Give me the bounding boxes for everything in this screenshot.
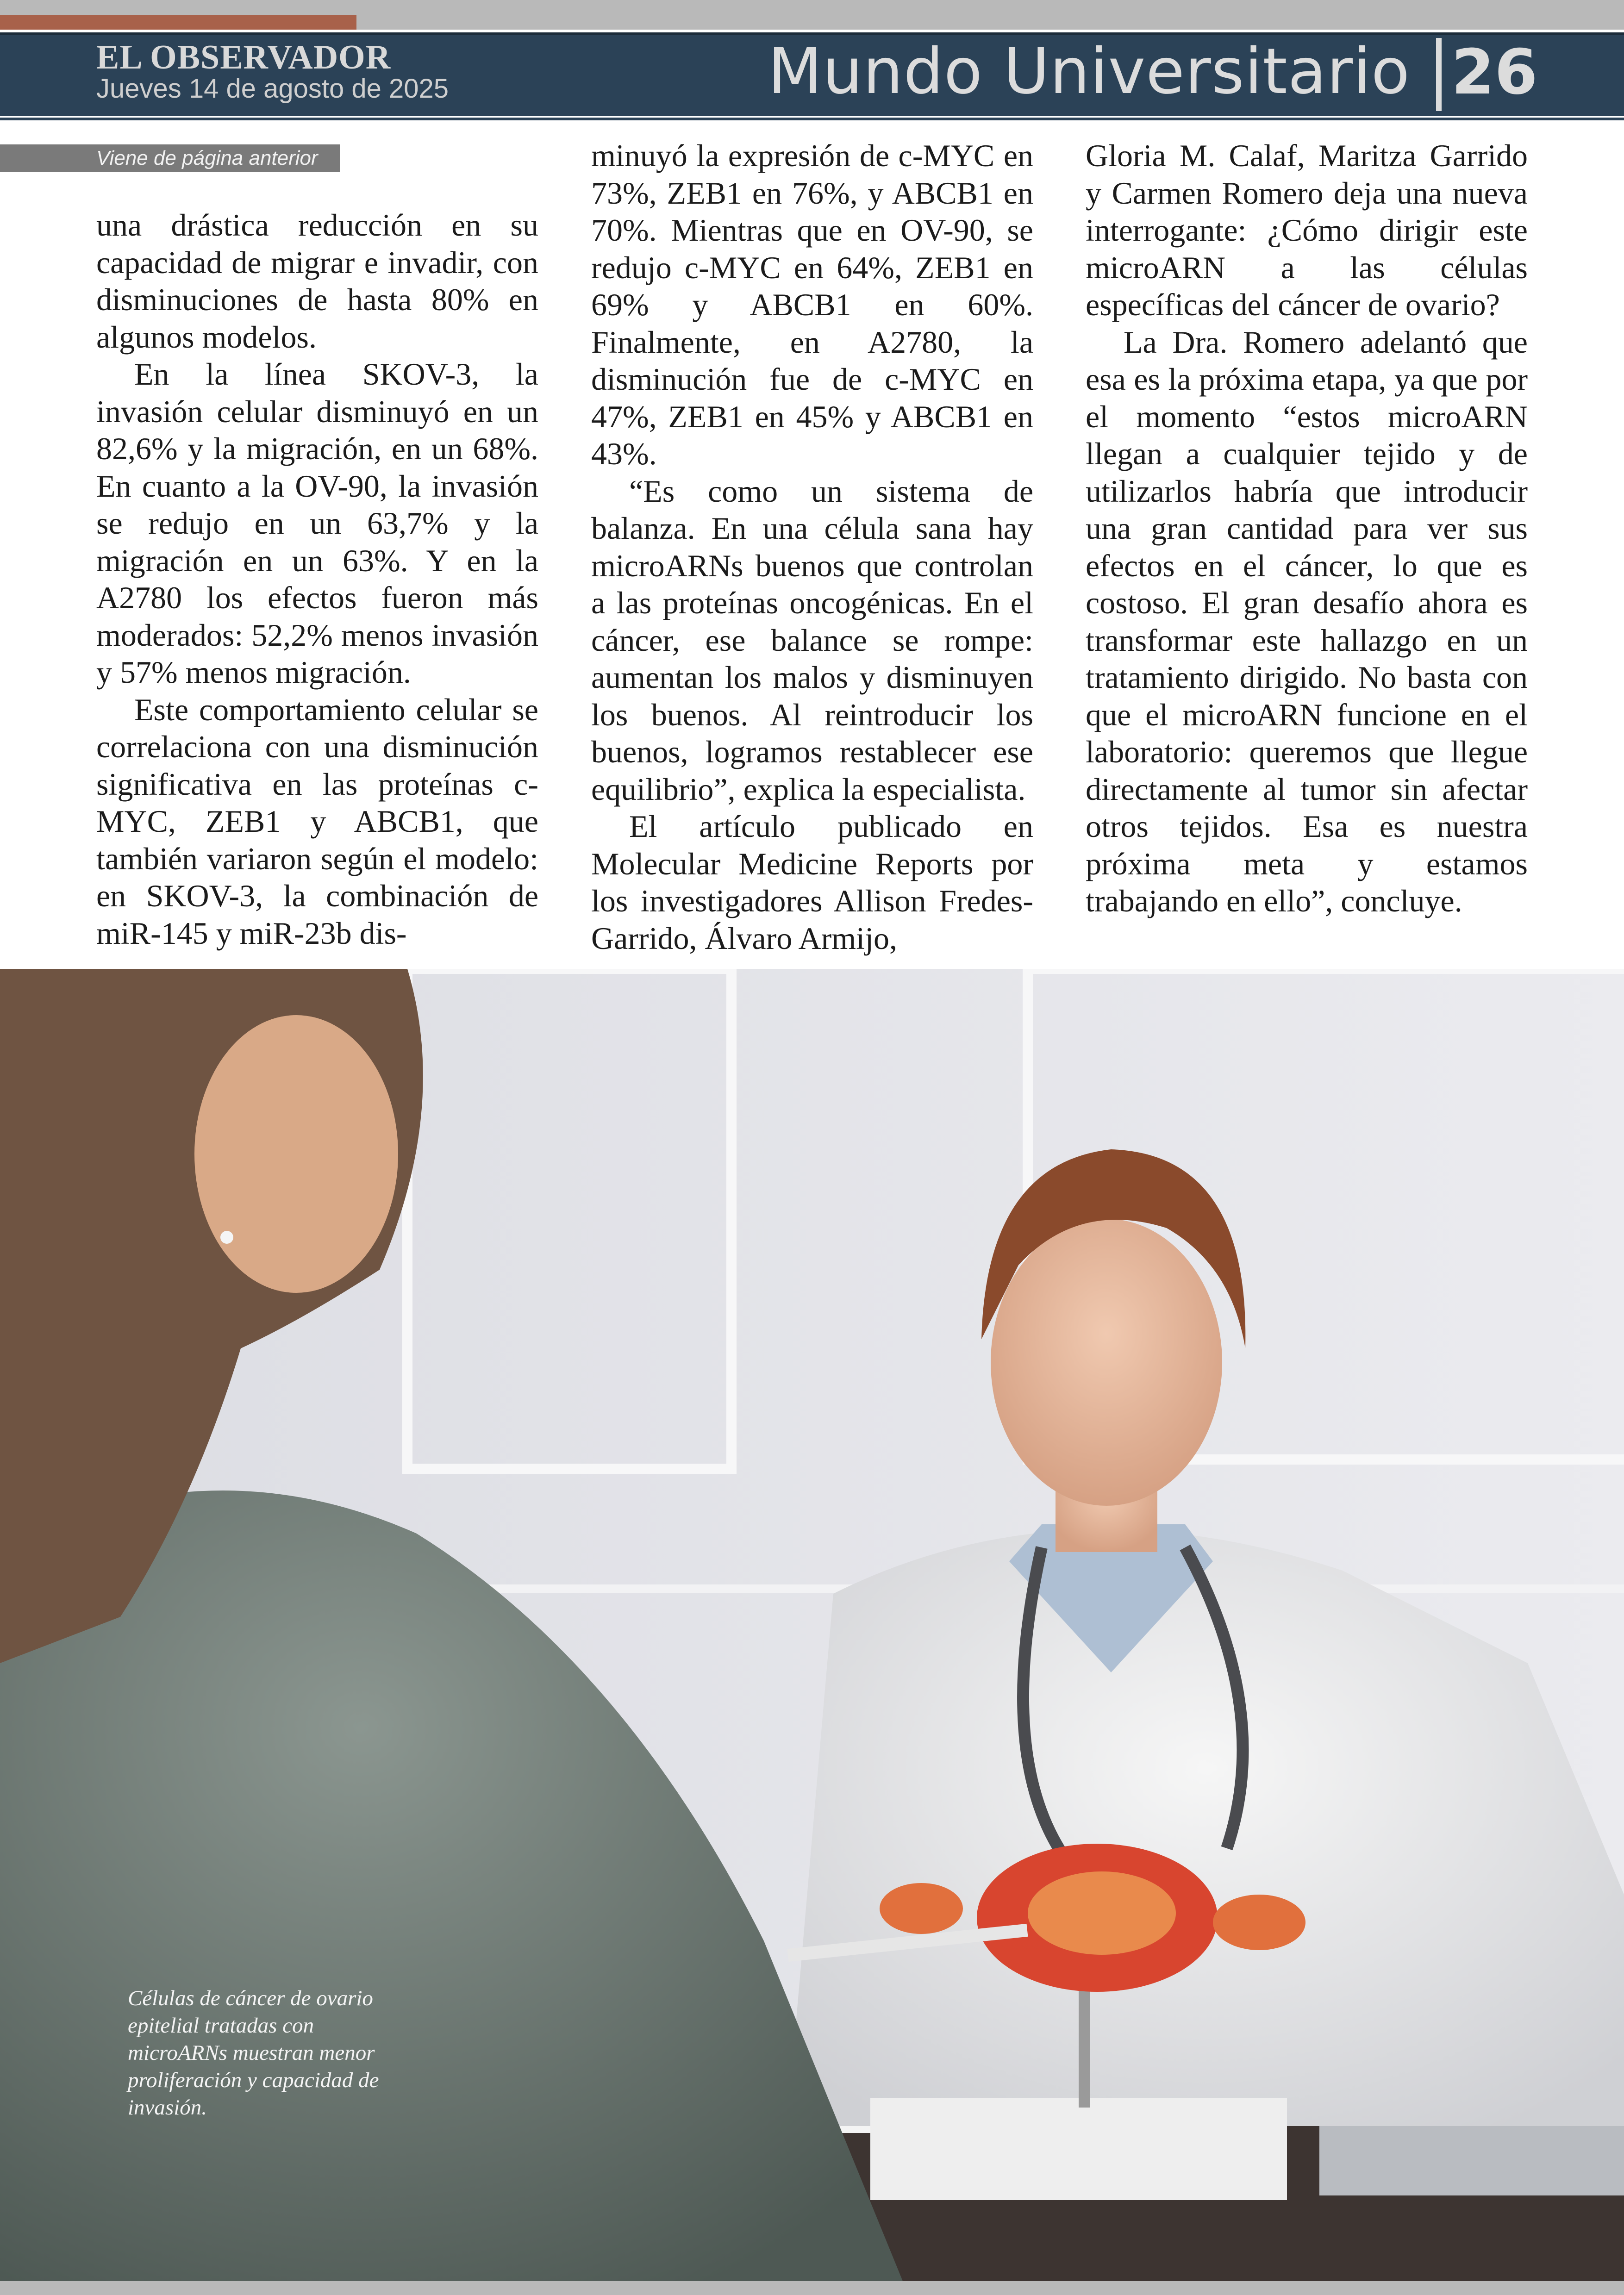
newspaper-name: EL OBSERVADOR bbox=[96, 38, 391, 76]
laptop bbox=[1319, 2117, 1624, 2195]
paragraph: minuyó la expresión de c-MYC en 73%, ZEB1 en 76%, y ABCB1 en 70%. Mientras que en OV-90, se redujo c-MYC en 64%, ZEB1 en 69% y ABCB1 en 60%. Finalmente, en A2780, la disminución fue de c-MYC en 47%, ZEB1 en 45% y ABCB1 en 43%. bbox=[591, 138, 1033, 471]
photo-caption: Células de cáncer de ovario epitelial tratadas con microARNs muestran menor proliferación y capacidad de invasión. bbox=[128, 1986, 379, 2120]
page-number: 26 bbox=[1451, 36, 1538, 108]
ovary-left bbox=[880, 1883, 963, 1934]
ovary-right bbox=[1213, 1895, 1305, 1950]
patient-earring bbox=[220, 1231, 233, 1244]
bottom-gray-bar bbox=[0, 2281, 1624, 2295]
paragraph: Este comportamiento celular se correlaciona con una disminución significativa en las proteínas c-MYC, ZEB1 y ABCB1, que también variaron según el modelo: en SKOV-3, la combinación de miR-145 y miR-23b dis- bbox=[96, 692, 538, 951]
article-column-3 bbox=[1086, 137, 1528, 920]
paragraph: El artículo publicado en Molecular Medicine Reports por los investigadores Allison Fredes-Garrido, Álvaro Armijo, bbox=[591, 809, 1033, 956]
doctor-face bbox=[991, 1219, 1222, 1506]
continued-from-label: Viene de página anterior bbox=[0, 144, 340, 172]
article-column-1 bbox=[96, 206, 538, 952]
issue-date: Jueves 14 de agosto de 2025 bbox=[96, 74, 449, 104]
paragraph: una drástica reducción en su capacidad de migrar e invadir, con disminuciones de hasta 80% en algunos modelos. bbox=[96, 207, 538, 355]
patient-face bbox=[194, 1015, 398, 1293]
top-accent-bar bbox=[0, 15, 356, 30]
section-title: Mundo Universitario bbox=[768, 35, 1410, 108]
paragraph: En la línea SKOV-3, la invasión celular disminuyó en un 82,6% y la migración, en un 68%. En cuanto a la OV-90, la invasión se redujo en un 63,7% y la migración en un 63%. Y en la A2780 los efectos fueron más moderados: 52,2% menos invasión y 57% menos migración. bbox=[96, 356, 538, 690]
paragraph: Gloria M. Calaf, Maritza Garrido y Carmen Romero deja una nueva interrogante: ¿Cómo dirigir este microARN a las células específicas del cáncer de ovario? bbox=[1086, 138, 1528, 322]
section-divider bbox=[1436, 38, 1442, 111]
article-column-2 bbox=[591, 137, 1033, 957]
model-base bbox=[870, 2098, 1287, 2200]
uterus-model-inner bbox=[1028, 1871, 1176, 1955]
paragraph: “Es como un sistema de balanza. En una célula sana hay microARNs buenos que controlan a las proteínas oncogénicas. En el cáncer, ese balance se rompe: aumentan los malos y disminuyen los buenos. Al reintroducir los buenos, logramos restablecer ese equilibrio”, explica la especialista. bbox=[591, 473, 1033, 807]
masthead-rule bbox=[0, 118, 1624, 120]
paragraph: La Dra. Romero adelantó que esa es la próxima etapa, ya que por el momento “estos microARN llegan a cualquier tejido y de utilizarlos habría que introducir una gran cantidad para ver sus efectos en el cáncer, lo que es costoso. El gran desafío ahora es transformar este hallazgo en un tratamiento dirigido. No basta con que el microARN funcione en el laboratorio: queremos que llegue directamente al tumor sin afectar otros tejidos. Esa es nuestra próxima meta y estamos trabajando en ello”, concluye. bbox=[1086, 324, 1528, 918]
